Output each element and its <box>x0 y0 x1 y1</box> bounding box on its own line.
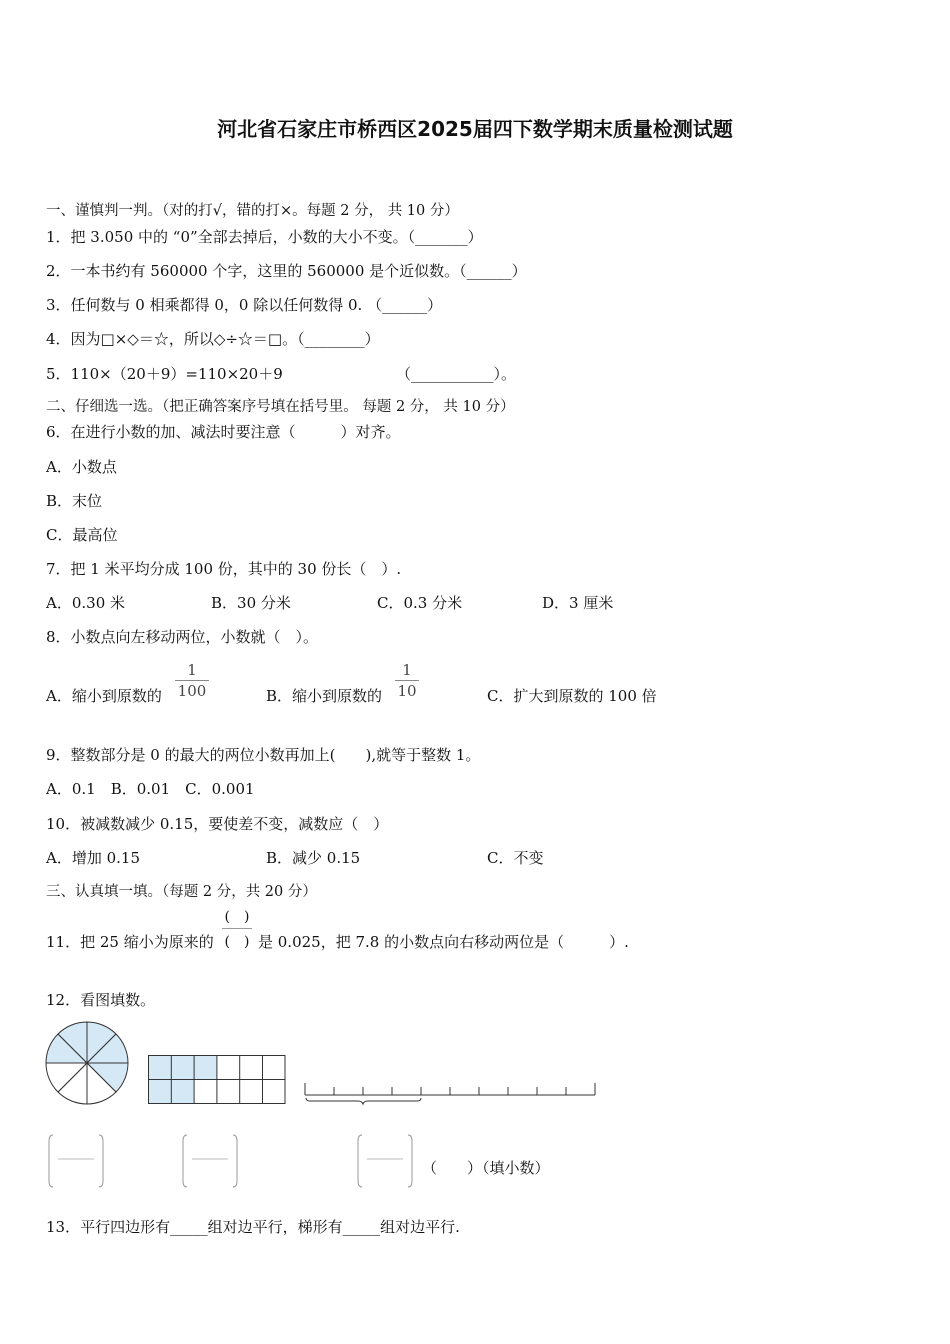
grid-fraction-figure <box>148 1055 286 1105</box>
question-7-option-d: D．3 厘米 <box>542 594 614 612</box>
question-10-option-c: C．不变 <box>487 849 544 867</box>
fraction-numerator-blank: ( ) <box>224 909 250 925</box>
question-9-options: A．0.1 B．0.01 C．0.001 <box>46 780 255 798</box>
fraction-numerator: 1 <box>187 661 197 679</box>
question-8-option-c: C．扩大到原数的 100 倍 <box>487 687 657 705</box>
question-8-option-b: B．缩小到原数的 <box>266 687 383 705</box>
question-8: 8．小数点向左移动两位，小数就（ ）。 <box>46 628 319 646</box>
question-11-part1: 11．把 25 缩小为原来的 <box>46 933 214 951</box>
page-title: 河北省石家庄市桥西区2025届四下数学期末质量检测试题 <box>217 117 733 141</box>
question-12: 12．看图填数。 <box>46 991 156 1009</box>
question-6-option-c: C．最高位 <box>46 526 118 544</box>
question-8-option-a: A．缩小到原数的 <box>46 687 162 705</box>
question-5: 5．110×（20＋9）=110×20＋9 <box>46 365 283 383</box>
question-7-option-a: A．0.30 米 <box>46 594 125 612</box>
fraction-denominator: 100 <box>177 682 207 700</box>
question-5-blank: （___________）。 <box>396 365 517 383</box>
fraction-answer-box-1[interactable] <box>48 1133 104 1189</box>
question-7-option-c: C．0.3 分米 <box>377 594 463 612</box>
question-9: 9．整数部分是 0 的最大的两位小数再加上( ),就等于整数 1。 <box>46 746 481 764</box>
question-12-decimal-blank: （ ）（填小数） <box>422 1159 550 1177</box>
question-1: 1．把 3.050 中的 “0”全部去掉后，小数的大小不变。（_______） <box>46 228 483 246</box>
question-2: 2．一本书约有 560000 个字，这里的 560000 是个近似数。（______） <box>46 262 527 280</box>
question-10-option-a: A．增加 0.15 <box>46 849 140 867</box>
section-2-heading: 二、仔细选一选。（把正确答案序号填在括号里。 每题 2 分， 共 10 分） <box>46 399 515 415</box>
fraction-denominator-blank: ( ) <box>224 934 250 950</box>
question-10-option-b: B．减少 0.15 <box>266 849 361 867</box>
fraction-answer-box-3[interactable] <box>357 1133 413 1189</box>
question-13: 13．平行四边形有_____组对边平行，梯形有_____组对边平行. <box>46 1218 460 1236</box>
fraction-numerator: 1 <box>402 661 412 679</box>
fraction-answer-box-2[interactable] <box>182 1133 238 1189</box>
question-6: 6．在进行小数的加、减法时要注意（ ）对齐。 <box>46 423 401 441</box>
fraction-denominator: 10 <box>397 682 417 700</box>
fraction-one-tenth <box>395 661 419 700</box>
section-1-heading: 一、谨慎判一判。（对的打√，错的打×。每题 2 分， 共 10 分） <box>46 203 459 219</box>
circle-fraction-figure <box>44 1020 130 1106</box>
fraction-one-hundredth <box>175 661 209 700</box>
question-7: 7．把 1 米平均分成 100 份，其中的 30 份长（ ）. <box>46 560 402 578</box>
question-7-option-b: B．30 分米 <box>211 594 291 612</box>
section-3-heading: 三、认真填一填。（每题 2 分，共 20 分） <box>46 884 317 900</box>
question-3: 3．任何数与 0 相乘都得 0，0 除以任何数得 0. （______） <box>46 296 443 314</box>
question-6-option-a: A．小数点 <box>46 458 117 476</box>
question-11-fraction-blank <box>222 906 252 951</box>
question-11-part2: 是 0.025，把 7.8 的小数点向右移动两位是（ ）. <box>258 933 629 951</box>
question-4: 4．因为□×◇＝☆，所以◇÷☆＝□。（________） <box>46 330 380 348</box>
question-10: 10．被减数减少 0.15，要使差不变，减数应（ ） <box>46 815 389 833</box>
number-line-figure <box>304 1080 598 1106</box>
question-6-option-b: B．末位 <box>46 492 103 510</box>
